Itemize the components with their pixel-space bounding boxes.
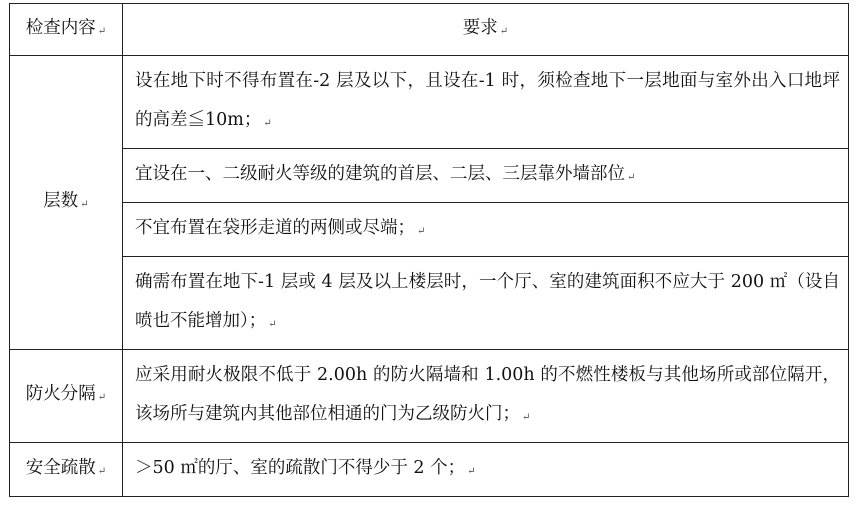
table-row	[10, 56, 849, 149]
header-label-content: 检查内容	[25, 17, 96, 38]
paragraph-mark-icon: ↵	[97, 465, 107, 477]
requirement-text: ＞50 ㎡的厅、室的疏散门不得少于 2 个；	[135, 458, 466, 478]
paragraph-mark-icon: ↵	[467, 466, 476, 477]
requirement-text: 确需布置在地下-1 层或 4 层及以上楼层时，一个厅、室的建筑面积不应大于 200 ㎡（设自喷也不能增加）；	[135, 272, 840, 331]
requirement-cell	[123, 350, 849, 443]
paragraph-mark-icon: ↵	[499, 25, 509, 37]
header-cell-requirement	[123, 4, 849, 56]
category-cell-fire-separation	[10, 350, 123, 443]
table-row	[10, 149, 849, 203]
paragraph-mark-icon: ↵	[417, 226, 426, 237]
requirement-text: 宜设在一、二级耐火等级的建筑的首层、二层、三层靠外墙部位	[135, 164, 625, 184]
requirement-text: 设在地下时不得布置在-2 层及以下，且设在-1 时，须检查地下一层地面与室外出入口地坪的高差≦10m；	[135, 71, 840, 130]
requirement-cell	[123, 56, 849, 149]
requirement-cell	[123, 443, 849, 497]
requirements-table	[9, 3, 849, 497]
paragraph-mark-icon: ↵	[97, 25, 107, 37]
table-row	[10, 350, 849, 443]
requirement-text: 不宜布置在袋形走道的两侧或尽端；	[135, 218, 415, 238]
requirement-cell	[123, 149, 849, 203]
category-label: 防火分隔	[25, 384, 96, 404]
category-label: 层数	[43, 190, 79, 211]
paragraph-mark-icon: ↵	[263, 118, 272, 129]
requirement-cell	[123, 203, 849, 257]
category-cell-evacuation	[10, 443, 123, 497]
category-label: 安全疏散	[25, 457, 96, 478]
table-row	[10, 257, 849, 350]
paragraph-mark-icon: ↵	[268, 319, 277, 330]
category-cell-floors	[10, 56, 123, 350]
requirement-text: 应采用耐火极限不低于 2.00h 的防火隔墙和 1.00h 的不燃性楼板与其他场所或部位隔开，该场所与建筑内其他部位相通的门为乙级防火门；	[135, 365, 840, 424]
header-label-requirement: 要求	[462, 17, 498, 38]
paragraph-mark-icon: ↵	[97, 392, 107, 403]
table-row	[10, 203, 849, 257]
header-cell-content	[10, 4, 123, 56]
requirement-cell	[123, 257, 849, 350]
paragraph-mark-icon: ↵	[80, 198, 89, 210]
paragraph-mark-icon: ↵	[522, 412, 531, 423]
paragraph-mark-icon: ↵	[627, 172, 636, 183]
table-header-row	[10, 4, 849, 56]
table-row	[10, 443, 849, 497]
